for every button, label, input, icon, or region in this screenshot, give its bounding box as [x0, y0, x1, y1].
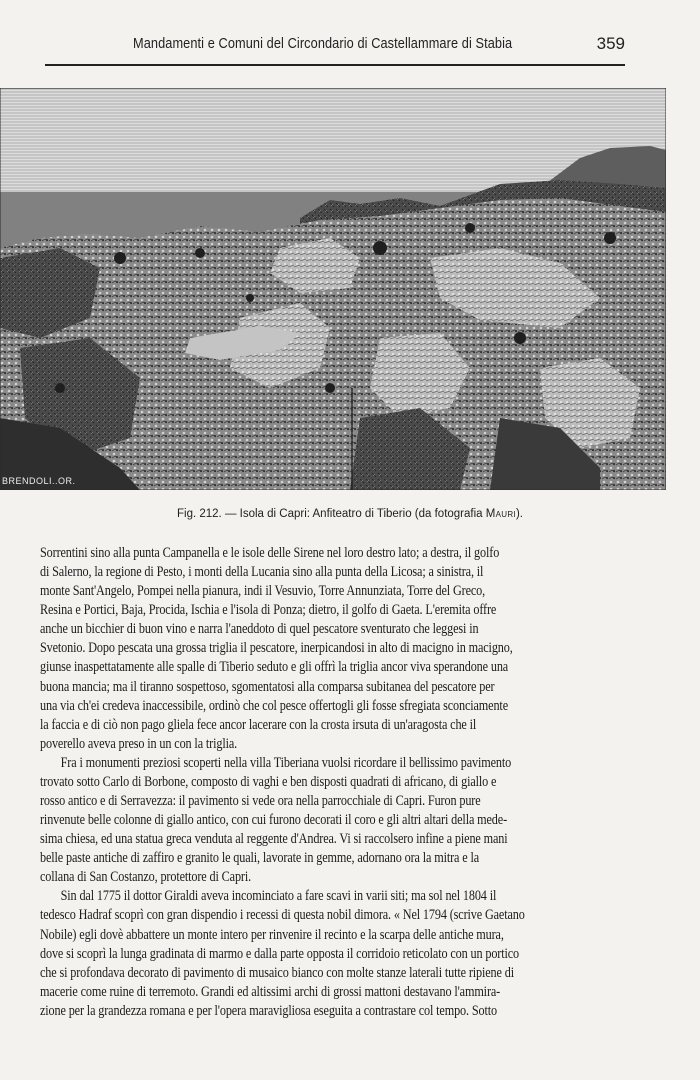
- text-line: monte Sant'Angelo, Pompei nella pianura, indi il Vesuvio, Torre Annunziata, Torre del Greco,: [40, 583, 486, 600]
- text-line: sima chiesa, ed una statua greca venduta al reggente d'Andrea. Vi si raccolsero infine a piene mani: [40, 831, 508, 848]
- text-line: che si profondava decorato di pavimento di musaico bianco con molte stanze laterali tutte ripiene di: [40, 964, 514, 981]
- text-line: rosso antico e di Serravezza: il pavimento si vede ora nella parrocchiale di Capri. Furon pure: [40, 793, 481, 810]
- text-line: anche un bicchier di buon vino e narra l'aneddoto di quel pescatore sventurato che leggesi in: [40, 621, 479, 638]
- caption-photographer: Mauri: [485, 508, 516, 520]
- text-line: collana di San Costanzo, protettore di Capri.: [40, 869, 252, 886]
- text-line: dove si scoprì la lunga gradinata di marmo e dalla parte opposta il corridoio reticolato con un portico: [40, 945, 520, 962]
- text-line: tedesco Hadraf scoprì con gran dispendio i recessi di questa nobil dimora. « Nel 1794 (scrive Gaetano: [40, 907, 525, 924]
- paragraph-start-line: Sin dal 1775 il dottor Giraldi aveva incominciato a fare scavi in varii siti; ma sol nel 1804 il: [60, 888, 497, 905]
- text-line: di Salerno, la regione di Pesto, i monti della Lucania sino alla punta della Licosa; a sinistra, il: [40, 564, 484, 581]
- text-line: belle paste antiche di zaffiro e granito le quali, lavorate in gemme, adornano ora la mitra e la: [40, 850, 479, 867]
- text-line: buona mancia; ma il tiranno sospettoso, sgomentatosi alla comparsa subitanea del pescatore per: [40, 678, 495, 695]
- text-line: Sorrentini sino alla punta Campanella e le isole delle Sirene nel loro destro lato; a destra, il golfo: [40, 545, 500, 561]
- text-line: trovato sotto Carlo di Borbone, composto di vaghi e ben disposti quadrati di africano, di giallo e: [40, 773, 497, 790]
- text-line: poverello aveva preso in un con la triglia.: [40, 735, 238, 752]
- text-line: rinvenute belle colonne di giallo antico, con cui furono decorati il coro e gli altri altari della mede-: [40, 812, 508, 829]
- running-header-title: Mandamenti e Comuni del Circondario di Castellammare di Stabia: [133, 36, 513, 52]
- text-line: macerie come ruine di terremoto. Grandi ed altissimi archi di grossi mattoni destavano l'ammira-: [40, 983, 501, 1000]
- text-line: giunse inaspettatamente alle spalle di Tiberio seduto e gli offrì la triglia ancor viva sperandone una: [40, 659, 509, 676]
- body-text: [40, 544, 626, 1021]
- engraver-signature: BRENDOLI..OR.: [2, 476, 76, 486]
- figure-caption: [0, 508, 700, 520]
- running-header: [45, 30, 625, 66]
- text-line: Svetonio. Dopo pescata una grossa triglia il pescatore, inerpicandosi in alto di macigno in macigno,: [40, 640, 513, 657]
- caption-end: ).: [515, 508, 523, 520]
- caption-text: Fig. 212. — Isola di Capri: Anfiteatro di Tiberio (da fotografia: [177, 508, 486, 520]
- text-line: Nobile) egli dovè abbattere un monte intero per rinvenire il recinto e la scarpa delle antiche mura,: [40, 926, 504, 943]
- text-line: zione per la grandezza romana e per l'opera maravigliosa eseguita a contrastare col tempo. Sotto: [40, 1002, 497, 1019]
- page-number: 359: [596, 34, 625, 53]
- text-line: Resina e Portici, Baja, Procida, Ischia e l'isola di Ponza; dietro, il golfo di Gaeta. L'eremita offre: [40, 602, 497, 619]
- engraving-illustration: [0, 88, 666, 490]
- text-line: una via ch'ei credeva inaccessibile, ordinò che col pesce offertogli gli fosse sfregiata sconciamente: [40, 697, 508, 714]
- paragraph-start-line: Fra i monumenti preziosi scoperti nella villa Tiberiana vuolsi ricordare il bellissimo pavimento: [60, 754, 512, 771]
- text-line: la faccia e di ciò non pago gliela fece ancor lacerare con la crosta irsuta di un'aragosta che il: [40, 716, 477, 733]
